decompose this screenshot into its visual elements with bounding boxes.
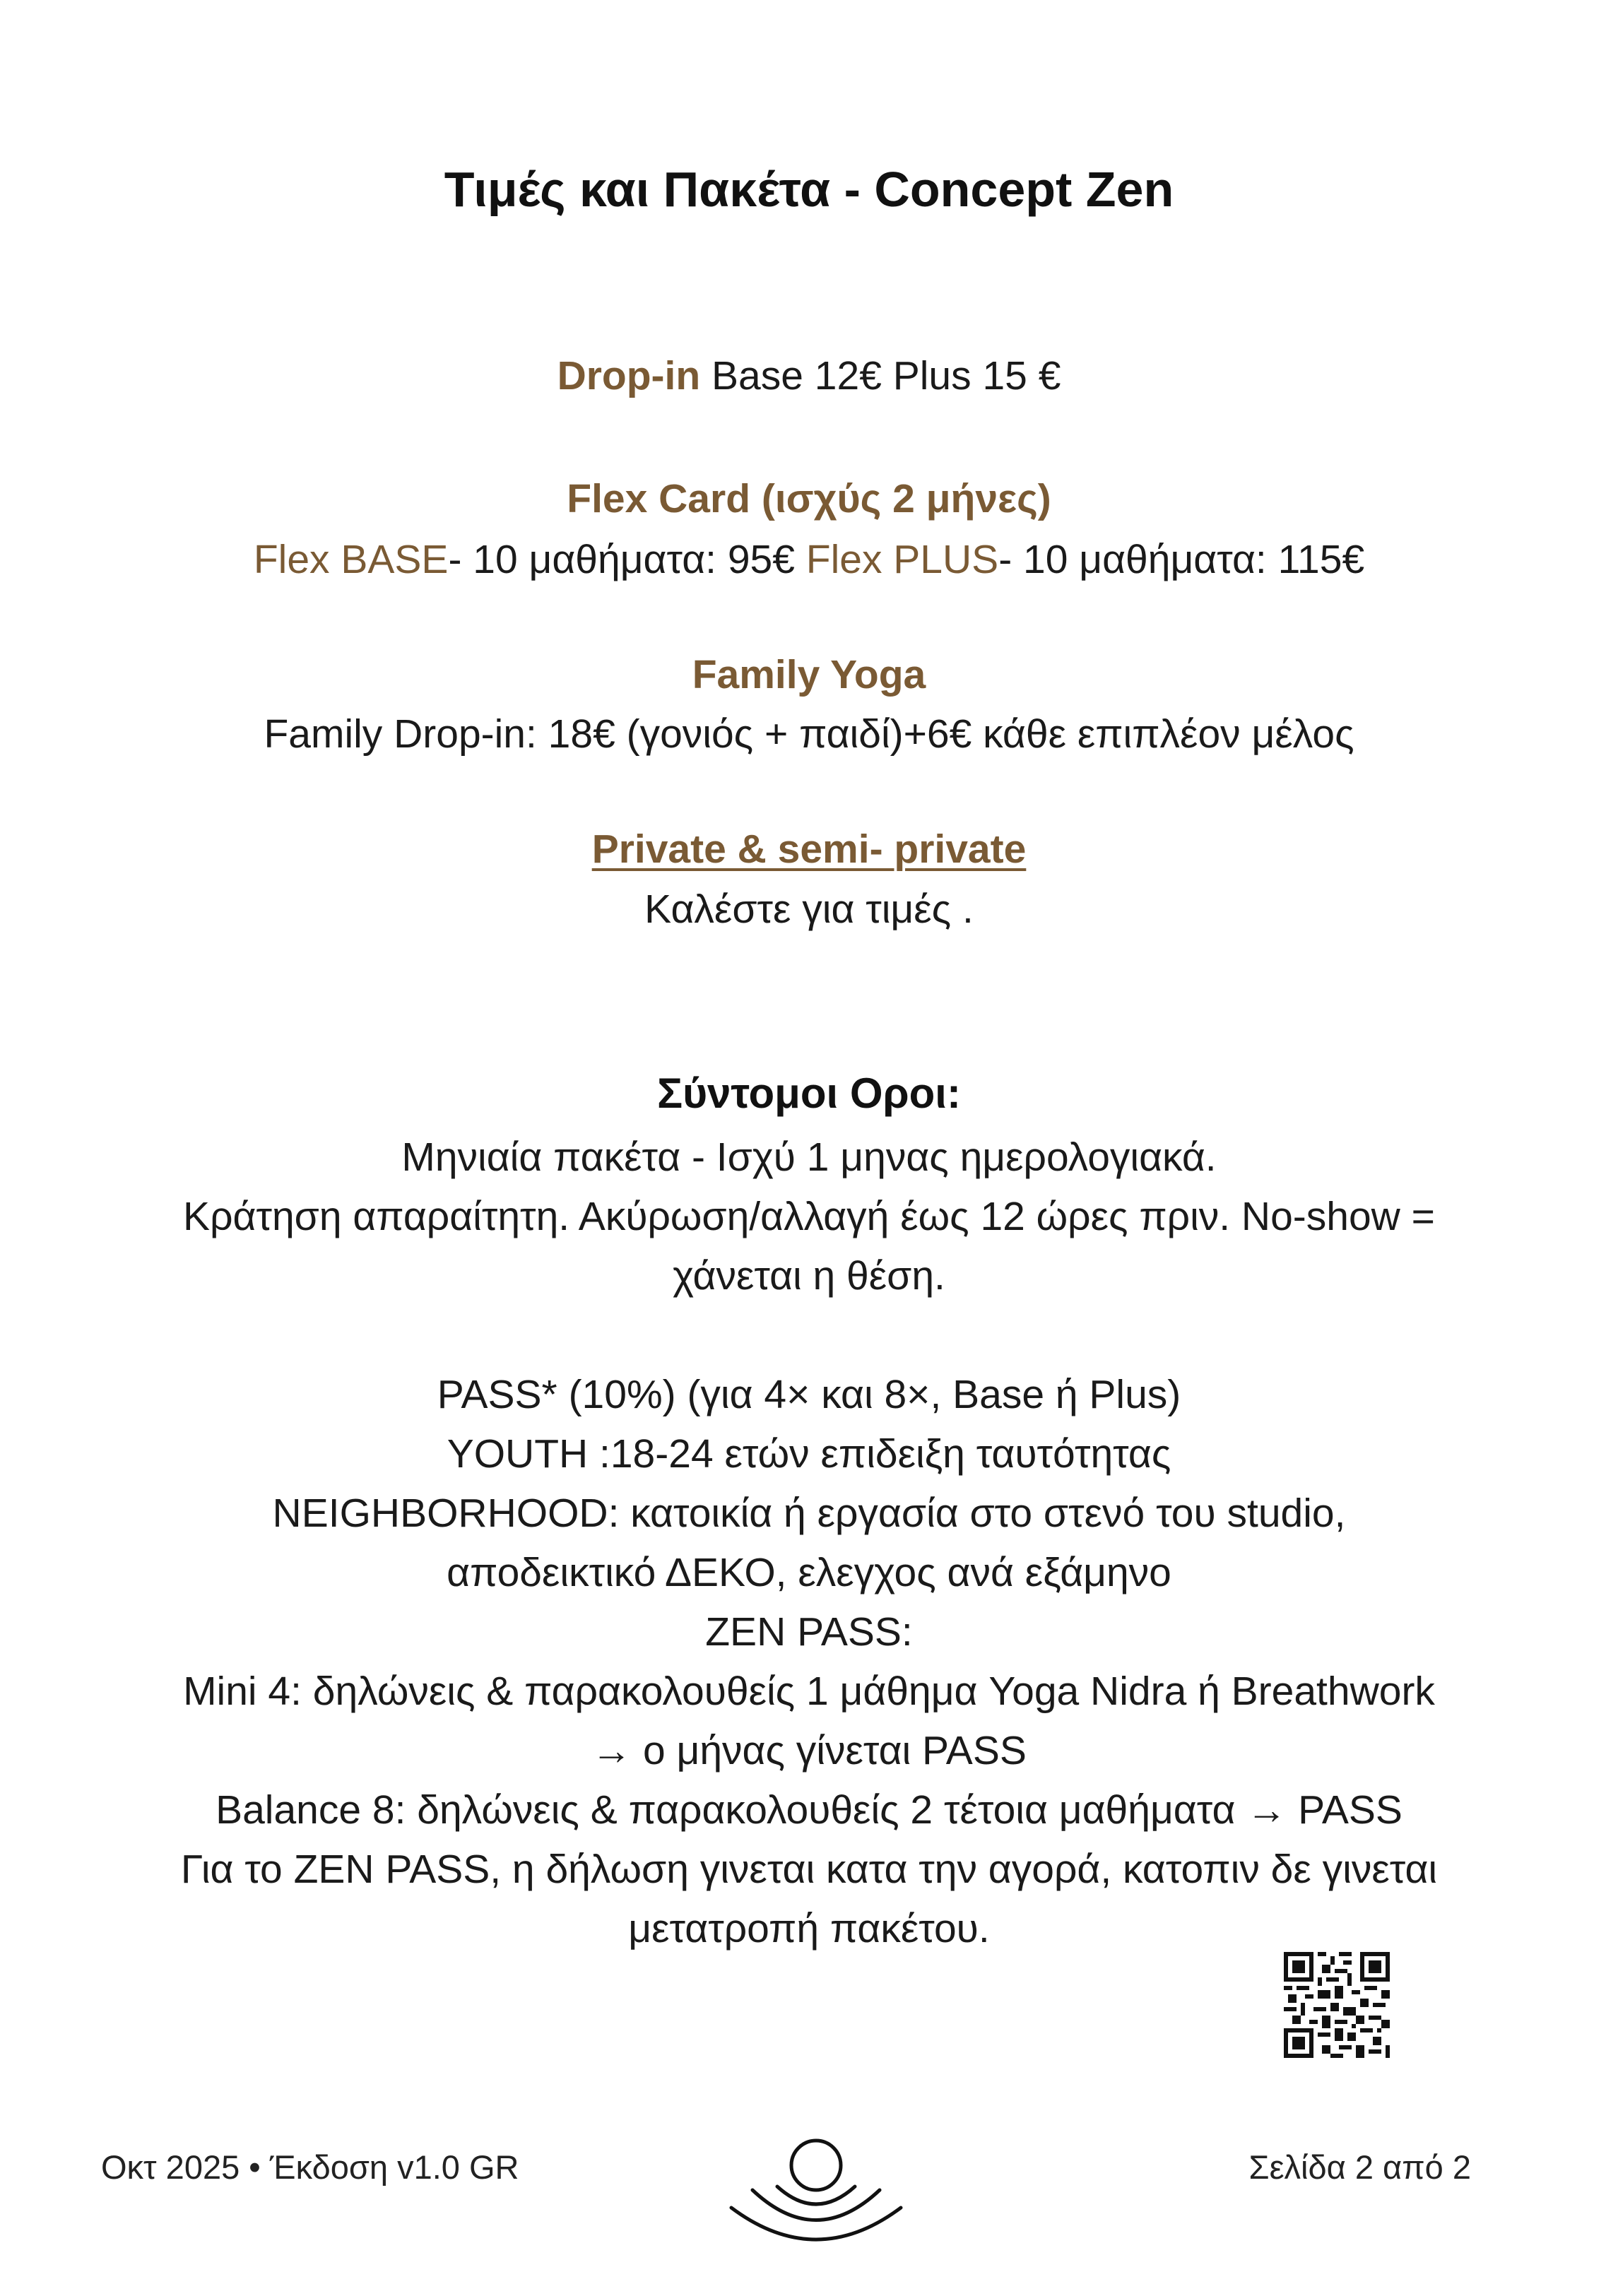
concept-zen-logo-icon (717, 2137, 915, 2250)
qr-code-icon[interactable] (1284, 1952, 1390, 2058)
terms-line: αποδεικτικό ΔΕΚΟ, ελεγχος ανά εξάμηνο (447, 1550, 1171, 1595)
terms-line: PASS* (10%) (για 4× και 8×, Base ή Plus) (437, 1372, 1181, 1417)
footer-page-number: Σελίδα 2 από 2 (1248, 2148, 1471, 2186)
terms-line: μετατροπή πακέτου. (628, 1906, 990, 1951)
page-title: Τιμές και Πακέτα - Concept Zen (444, 162, 1174, 217)
family-text: Family Drop-in: 18€ (γονιός + παιδί)+6€ κάθε επιπλέον μέλος (264, 711, 1354, 757)
terms-line: → ο μήνας γίνεται PASS (591, 1728, 1027, 1773)
flex-base-text: - 10 μαθήματα: 95€ (448, 537, 806, 582)
terms-line-blank (0, 1306, 1618, 1365)
terms-line: Balance 8: δηλώνεις & παρακολουθείς 2 τέτοια μαθήματα → PASS (215, 1787, 1403, 1833)
flex-line (0, 530, 1618, 589)
flex-plus-label: Flex PLUS (805, 537, 999, 582)
dropin-line (0, 346, 1618, 406)
terms-line: Mini 4: δηλώνεις & παρακολουθείς 1 μάθημα Yoga Nidra ή Breathwork (183, 1669, 1435, 1714)
terms-line: YOUTH :18-24 ετών επιδειξη ταυτότητας (447, 1431, 1171, 1477)
terms-line: Μηνιαία πακέτα - Ισχύ 1 μηνας ημερολογιακά. (401, 1135, 1217, 1180)
terms-line: χάνεται η θέση. (673, 1253, 945, 1298)
terms-line: Κράτηση απαραίτητη. Ακύρωση/αλλαγή έως 12 ώρες πριν. No-show = (183, 1194, 1435, 1239)
terms-heading: Σύντομοι Οροι: (657, 1070, 961, 1117)
footer-date-version: Οκτ 2025 • Έκδοση v1.0 GR (101, 2148, 519, 2186)
terms-list (0, 1128, 1618, 1958)
terms-line: Για το ZEN PASS, η δήλωση γινεται κατα την αγορά, κατοπιν δε γινεται (180, 1847, 1438, 1892)
family-heading: Family Yoga (692, 652, 926, 697)
terms-line: NEIGHBORHOOD: κατοικία ή εργασία στο στενό του studio, (272, 1491, 1346, 1536)
private-text: Καλέστε για τιμές . (644, 887, 974, 932)
dropin-label: Drop-in (557, 353, 701, 398)
flex-heading: Flex Card (ισχύς 2 μήνες) (567, 476, 1051, 521)
dropin-prices: Base 12€ Plus 15 € (700, 353, 1061, 398)
flex-base-label: Flex BASE (253, 537, 449, 582)
private-heading[interactable]: Private & semi- private (591, 827, 1027, 872)
flex-plus-text: - 10 μαθήματα: 115€ (998, 537, 1365, 582)
terms-line: ZEN PASS: (705, 1609, 913, 1655)
